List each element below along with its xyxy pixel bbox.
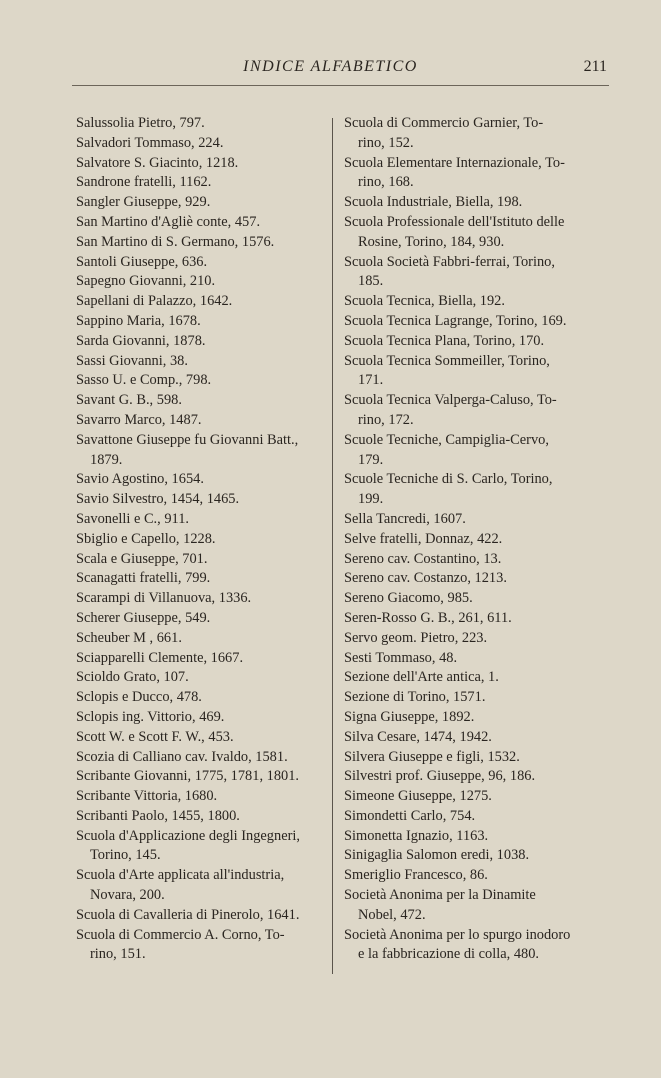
index-entry-continuation: 1879. (90, 451, 123, 468)
index-entry (76, 272, 334, 292)
index-entry-text: Scioldo Grato, 107. (76, 669, 189, 686)
index-entry-text: Sereno cav. Costanzo, 1213. (344, 570, 507, 587)
index-entry-text: Sarda Giovanni, 1878. (76, 332, 206, 349)
index-column-left (76, 114, 334, 965)
index-entry (76, 233, 334, 253)
index-entry (344, 767, 609, 787)
index-entry (344, 470, 609, 510)
index-column-right (344, 114, 609, 965)
index-entry-text: Scuola di Commercio A. Corno, To- (76, 926, 285, 943)
index-entry-text: Savant G. B., 598. (76, 392, 182, 409)
index-entry-text: Servo geom. Pietro, 223. (344, 629, 488, 646)
index-entry (344, 926, 609, 966)
index-entry-text: Savonelli e C., 911. (76, 510, 189, 527)
index-entry (76, 589, 334, 609)
index-entry-text: Scala e Giuseppe, 701. (76, 550, 208, 567)
index-entry (344, 807, 609, 827)
index-entry-text: Scuola Professionale dell'Istituto delle (344, 213, 565, 230)
index-entry-text: Simonetta Ignazio, 1163. (344, 827, 489, 844)
index-entry-continuation: Nobel, 472. (358, 906, 426, 923)
index-entry (344, 550, 609, 570)
index-entry-text: Simeone Giuseppe, 1275. (344, 788, 492, 805)
index-entry-text: Smeriglio Francesco, 86. (344, 867, 488, 884)
index-entry (76, 748, 334, 768)
index-entry-text: Sapellani di Palazzo, 1642. (76, 293, 233, 310)
index-entry-text: Scarampi di Villanuova, 1336. (76, 590, 252, 607)
index-entry (76, 550, 334, 570)
index-entry-text: Silvestri prof. Giuseppe, 96, 186. (344, 768, 536, 785)
index-entry (344, 668, 609, 688)
index-entry (344, 391, 609, 431)
index-entry-text: Scuola Società Fabbri-ferrai, Torino, (344, 253, 555, 270)
index-entry (344, 431, 609, 471)
index-entry (76, 173, 334, 193)
index-entry (76, 807, 334, 827)
index-entry-text: Scozia di Calliano cav. Ivaldo, 1581. (76, 748, 288, 765)
index-entry-text: Selve fratelli, Donnaz, 422. (344, 530, 503, 547)
index-entry-text: Scribante Vittoria, 1680. (76, 788, 218, 805)
index-entry-text: Scheuber M , 661. (76, 629, 182, 646)
index-entry-text: Scuola Tecnica Sommeiller, Torino, (344, 352, 550, 369)
index-entry-text: Savarro Marco, 1487. (76, 411, 202, 428)
index-entry (76, 391, 334, 411)
index-entry-text: Sbiglio e Capello, 1228. (76, 530, 216, 547)
index-entry (76, 649, 334, 669)
index-entry (344, 312, 609, 332)
index-entry (344, 688, 609, 708)
index-entry (344, 629, 609, 649)
index-entry-text: Silvera Giuseppe e figli, 1532. (344, 748, 520, 765)
index-entry-text: Scherer Giuseppe, 549. (76, 609, 211, 626)
index-entry-text: Sclopis ing. Vittorio, 469. (76, 708, 225, 725)
index-entry (344, 569, 609, 589)
index-entry-text: Sciapparelli Clemente, 1667. (76, 649, 244, 666)
index-entry (76, 193, 334, 213)
index-entry (344, 530, 609, 550)
index-entry-text: Sapegno Giovanni, 210. (76, 273, 216, 290)
index-entry (344, 649, 609, 669)
index-entry (76, 213, 334, 233)
index-entry (344, 114, 609, 154)
index-entry-continuation: rino, 172. (358, 411, 414, 428)
index-entry-text: Scuole Tecniche di S. Carlo, Torino, (344, 471, 553, 488)
index-entry-text: Scuola di Commercio Garnier, To- (344, 115, 544, 131)
index-entry (76, 569, 334, 589)
index-entry-text: Scuola Tecnica Lagrange, Torino, 169. (344, 312, 567, 329)
index-entry-continuation: 199. (358, 491, 384, 508)
index-entry-text: Scribante Giovanni, 1775, 1781, 1801. (76, 768, 300, 785)
running-head-title: INDICE ALFABETICO (243, 58, 418, 75)
index-entry (76, 827, 334, 867)
index-entry-text: Scuola di Cavalleria di Pinerolo, 1641. (76, 906, 300, 923)
index-entry-text: Sasso U. e Comp., 798. (76, 372, 212, 389)
index-entry-continuation: rino, 152. (358, 134, 414, 151)
index-entry (76, 787, 334, 807)
index-entry (76, 431, 334, 471)
index-entry (344, 352, 609, 392)
index-entry (344, 193, 609, 213)
index-entry-text: Savio Silvestro, 1454, 1465. (76, 491, 240, 508)
index-entry (344, 154, 609, 194)
page-number: 211 (583, 58, 607, 75)
index-entry-continuation: e la fabbricazione di colla, 480. (358, 946, 540, 963)
index-entry-text: Santoli Giuseppe, 636. (76, 253, 208, 270)
index-entry (76, 332, 334, 352)
index-entry-text: Savattone Giuseppe fu Giovanni Batt., (76, 431, 299, 448)
index-entry-text: Scanagatti fratelli, 799. (76, 570, 211, 587)
index-entry-text: Salvadori Tommaso, 224. (76, 134, 224, 151)
index-entry-text: Silva Cesare, 1474, 1942. (344, 728, 492, 745)
index-entry-text: Sangler Giuseppe, 929. (76, 194, 211, 211)
index-entry-text: Signa Giuseppe, 1892. (344, 708, 475, 725)
index-entry-text: Sandrone fratelli, 1162. (76, 174, 212, 191)
index-entry-text: Sezione dell'Arte antica, 1. (344, 669, 499, 686)
index-entry-text: Scuola Tecnica Plana, Torino, 170. (344, 332, 545, 349)
index-entry (76, 906, 334, 926)
column-divider (332, 118, 333, 974)
index-entry (76, 352, 334, 372)
index-entry-text: Scuola Elementare Internazionale, To- (344, 154, 565, 171)
index-entry-text: Salvatore S. Giacinto, 1218. (76, 154, 239, 171)
index-entry-text: San Martino di S. Germano, 1576. (76, 233, 275, 250)
index-entry-text: Scuola Industriale, Biella, 198. (344, 194, 523, 211)
index-entry (344, 787, 609, 807)
index-entry (344, 609, 609, 629)
index-entry-text: Salussolia Pietro, 797. (76, 115, 205, 131)
index-entry-text: Scuola d'Applicazione degli Ingegneri, (76, 827, 300, 844)
index-entry (344, 886, 609, 926)
index-entry (344, 827, 609, 847)
index-entry (76, 609, 334, 629)
index-entry (76, 767, 334, 787)
index-entry-text: Sezione di Torino, 1571. (344, 689, 486, 706)
index-entry (76, 708, 334, 728)
index-entry (76, 312, 334, 332)
index-entry-text: Savio Agostino, 1654. (76, 471, 204, 488)
index-entry-text: Società Anonima per la Dinamite (344, 887, 536, 904)
index-entry (76, 866, 334, 906)
index-entry-text: Scuole Tecniche, Campiglia-Cervo, (344, 431, 549, 448)
index-entry-continuation: Rosine, Torino, 184, 930. (358, 233, 505, 250)
index-entry (76, 668, 334, 688)
index-entry (344, 332, 609, 352)
index-entry-text: Scuola d'Arte applicata all'industria, (76, 867, 285, 884)
index-entry-text: Scott W. e Scott F. W., 453. (76, 728, 234, 745)
index-entry (344, 589, 609, 609)
index-entry (76, 411, 334, 431)
index-entry-text: Scuola Tecnica, Biella, 192. (344, 293, 505, 310)
index-entry-continuation: Torino, 145. (90, 847, 161, 864)
index-entry (76, 629, 334, 649)
index-entry (344, 866, 609, 886)
index-entry-continuation: Novara, 200. (90, 887, 165, 904)
header-rule (72, 85, 609, 86)
index-entry (76, 510, 334, 530)
index-entry (344, 728, 609, 748)
index-entry (344, 510, 609, 530)
index-entry-text: Sinigaglia Salomon eredi, 1038. (344, 847, 530, 864)
index-entry-text: Sclopis e Ducco, 478. (76, 689, 202, 706)
index-entry-text: Sereno cav. Costantino, 13. (344, 550, 502, 567)
index-entry-continuation: rino, 151. (90, 946, 146, 963)
index-entry (76, 134, 334, 154)
index-entry (344, 748, 609, 768)
index-entry-continuation: 171. (358, 372, 384, 389)
index-entry-continuation: 185. (358, 273, 384, 290)
index-entry-text: Sassi Giovanni, 38. (76, 352, 188, 369)
index-entry-text: Società Anonima per lo spurgo inodoro (344, 926, 571, 943)
index-entry (76, 114, 334, 134)
index-entry (76, 926, 334, 966)
index-entry (76, 253, 334, 273)
index-entry (76, 728, 334, 748)
index-entry (344, 708, 609, 728)
index-entry-continuation: 179. (358, 451, 384, 468)
index-entry-text: San Martino d'Agliè conte, 457. (76, 213, 261, 230)
index-entry-text: Scribanti Paolo, 1455, 1800. (76, 807, 240, 824)
index-entry-text: Sella Tancredi, 1607. (344, 510, 466, 527)
index-entry (76, 470, 334, 490)
index-entry-text: Scuola Tecnica Valperga-Caluso, To- (344, 392, 557, 409)
index-entry (76, 292, 334, 312)
index-entry-continuation: rino, 168. (358, 174, 414, 191)
index-entry (76, 688, 334, 708)
index-entry (344, 253, 609, 293)
index-entry-text: Sappino Maria, 1678. (76, 312, 201, 329)
index-entry (344, 213, 609, 253)
index-entry (344, 292, 609, 312)
index-entry-text: Simondetti Carlo, 754. (344, 807, 476, 824)
index-entry-text: Sesti Tommaso, 48. (344, 649, 458, 666)
index-entry (76, 530, 334, 550)
index-entry (76, 154, 334, 174)
index-entry-text: Seren-Rosso G. B., 261, 611. (344, 609, 512, 626)
index-entry (76, 490, 334, 510)
index-entry-text: Sereno Giacomo, 985. (344, 590, 473, 607)
index-entry (76, 371, 334, 391)
index-entry (344, 846, 609, 866)
